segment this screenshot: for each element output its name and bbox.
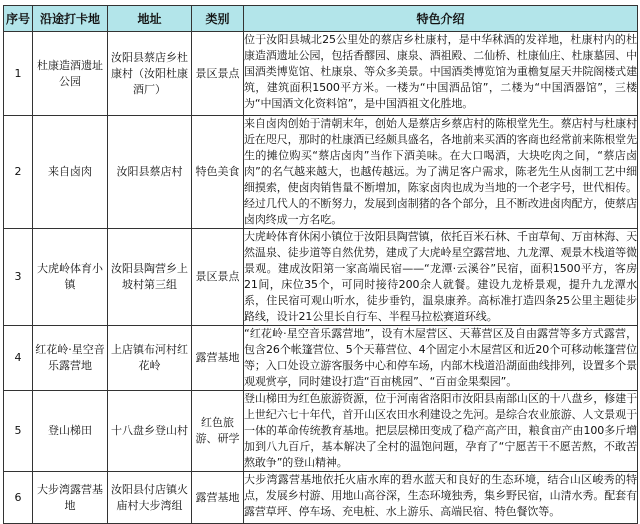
- row-description: “红花岭·星空音乐露营地”，设有木屋营区、天幕营区及自由露营等多方式露营，包含26个帐篷营位、5个天幕营位、4个固定小木屋营区和近20个可移动帐篷营位等；入口处设立游客服务中心和停车场，内部木栈道沿湖面曲线排列，设置多个景观观赏亭，同时建设打造“百亩桃园”、“百亩金果梨园”。: [244, 326, 638, 391]
- row-category: 景区景点: [192, 229, 244, 326]
- row-category: 露营基地: [192, 326, 244, 391]
- row-description: 登山梯田为红色旅游资源，位于河南省洛阳市汝阳县南部山区的十八盘乡，修建于上世纪六七十年代，首开山区农田水利建设之先河。是综合农业旅游、人文景观于一体的革命传统教育基地。把层层梯田变成了稳产高产田，粮食亩产由100多斤增加到八九百斤，基本解决了全村的温饱问题，孕育了“宁愿苦干不愿苦熬，不敢苦熬敢争”的登山精神。: [244, 391, 638, 472]
- table-row: [4, 229, 638, 326]
- header-description: 特色介绍: [244, 6, 638, 32]
- header-category: 类别: [192, 6, 244, 32]
- row-category: 特色美食: [192, 116, 244, 229]
- table-row: [4, 472, 638, 524]
- row-category: 景区景点: [192, 32, 244, 116]
- header-address: 地址: [108, 6, 192, 32]
- row-name: 大虎岭体育小镇: [33, 229, 108, 326]
- row-name: 红花岭·星空音乐露营地: [33, 326, 108, 391]
- row-no: 2: [4, 116, 33, 229]
- row-address: 上店镇布河村红花岭: [108, 326, 192, 391]
- row-address: 汝阳县蔡店乡杜康村（汝阳杜康酒厂）: [108, 32, 192, 116]
- row-no: 1: [4, 32, 33, 116]
- row-no: 5: [4, 391, 33, 472]
- table-row: [4, 116, 638, 229]
- attractions-table: [3, 5, 638, 524]
- table-row: [4, 32, 638, 116]
- row-description: 位于汝阳县城北25公里处的蔡店乡杜康村，是中华秫酒的发祥地，杜康村内的杜康造酒遗址公园，包括香醪园、康泉、酒祖殿、二仙桥、杜康仙庄、杜康墓园、中国酒类博览馆、杜康泉、等众多美景。中国酒类博览馆为重檐复屋天井院阁楼式建筑，建筑面积1500平方米。一楼为“中国酒品馆”，二楼为“中国酒器馆”，三楼为“中国酒文化资料馆”，是中国酒祖文化胜地。: [244, 32, 638, 116]
- header-name: 沿途打卡地: [33, 6, 108, 32]
- row-category: 露营基地: [192, 472, 244, 524]
- row-no: 3: [4, 229, 33, 326]
- row-name: 登山梯田: [33, 391, 108, 472]
- row-description: 大虎岭体育休闲小镇位于汝阳县陶营镇，依托百米石林、千亩草甸、万亩林海、天然温泉、徒步道等自然优势，建成了大虎岭星空露营地、九龙潭、观景木栈道等微景观。建成汝阳第一家高端民宿——“龙潭·云溪谷”民宿，面积1500平方，客房21间，床位35个，可同时接待200余人就餐。建设九龙桥景观，提升九龙潭水系，住民宿可观山听水，徒步垂钓，温泉康养。高标准打造四条25公里主题徒步路线，设计21公里长自行车、半程马拉松赛道环线。: [244, 229, 638, 326]
- row-name: 来自卤肉: [33, 116, 108, 229]
- table-row: [4, 326, 638, 391]
- header-no: 序号: [4, 6, 33, 32]
- row-description: 大步湾露营基地依托火庙水库的碧水蓝天和良好的生态环境，结合山区峻秀的特点，发展乡村游、用地山高谷深，生态环境独秀，集乡野民宿，山清水秀。配套有露营草坪、停车场、充电桩、水上游乐、高端民宿、特色餐饮等。: [244, 472, 638, 524]
- row-name: 杜康造酒遗址公园: [33, 32, 108, 116]
- row-address: 汝阳县付店镇火庙村大步湾组: [108, 472, 192, 524]
- row-no: 4: [4, 326, 33, 391]
- row-address: 汝阳县蔡店村: [108, 116, 192, 229]
- row-category: 红色旅游、研学: [192, 391, 244, 472]
- row-description: 来自卤肉创始于清朝末年，创始人是蔡店乡蔡店村的陈根堂先生。蔡店村与杜康村近在咫尺，那时的杜康酒已经颇具盛名，各地前来买酒的客商也经常前来陈根堂先生的摊位购买“蔡店卤肉”当作下酒美味。在大口喝酒，大块吃肉之间，“蔡店卤肉”的名气越来越大，也越传越远。为了满足客户需求，陈老先生从卤制工艺中细细摸索，使卤肉销售量不断增加，陈家卤肉也成为当地的一个老字号，世代相传。经过几代人的不断努力，发展到卤制猪的各个部分，且不断改进卤肉配方，使蔡店卤肉终成一方名吃。: [244, 116, 638, 229]
- table-header-row: [4, 6, 638, 32]
- row-address: 十八盘乡登山村: [108, 391, 192, 472]
- row-name: 大步湾露营基地: [33, 472, 108, 524]
- table-row: [4, 391, 638, 472]
- row-address: 汝阳县陶营乡上坡村第三组: [108, 229, 192, 326]
- row-no: 6: [4, 472, 33, 524]
